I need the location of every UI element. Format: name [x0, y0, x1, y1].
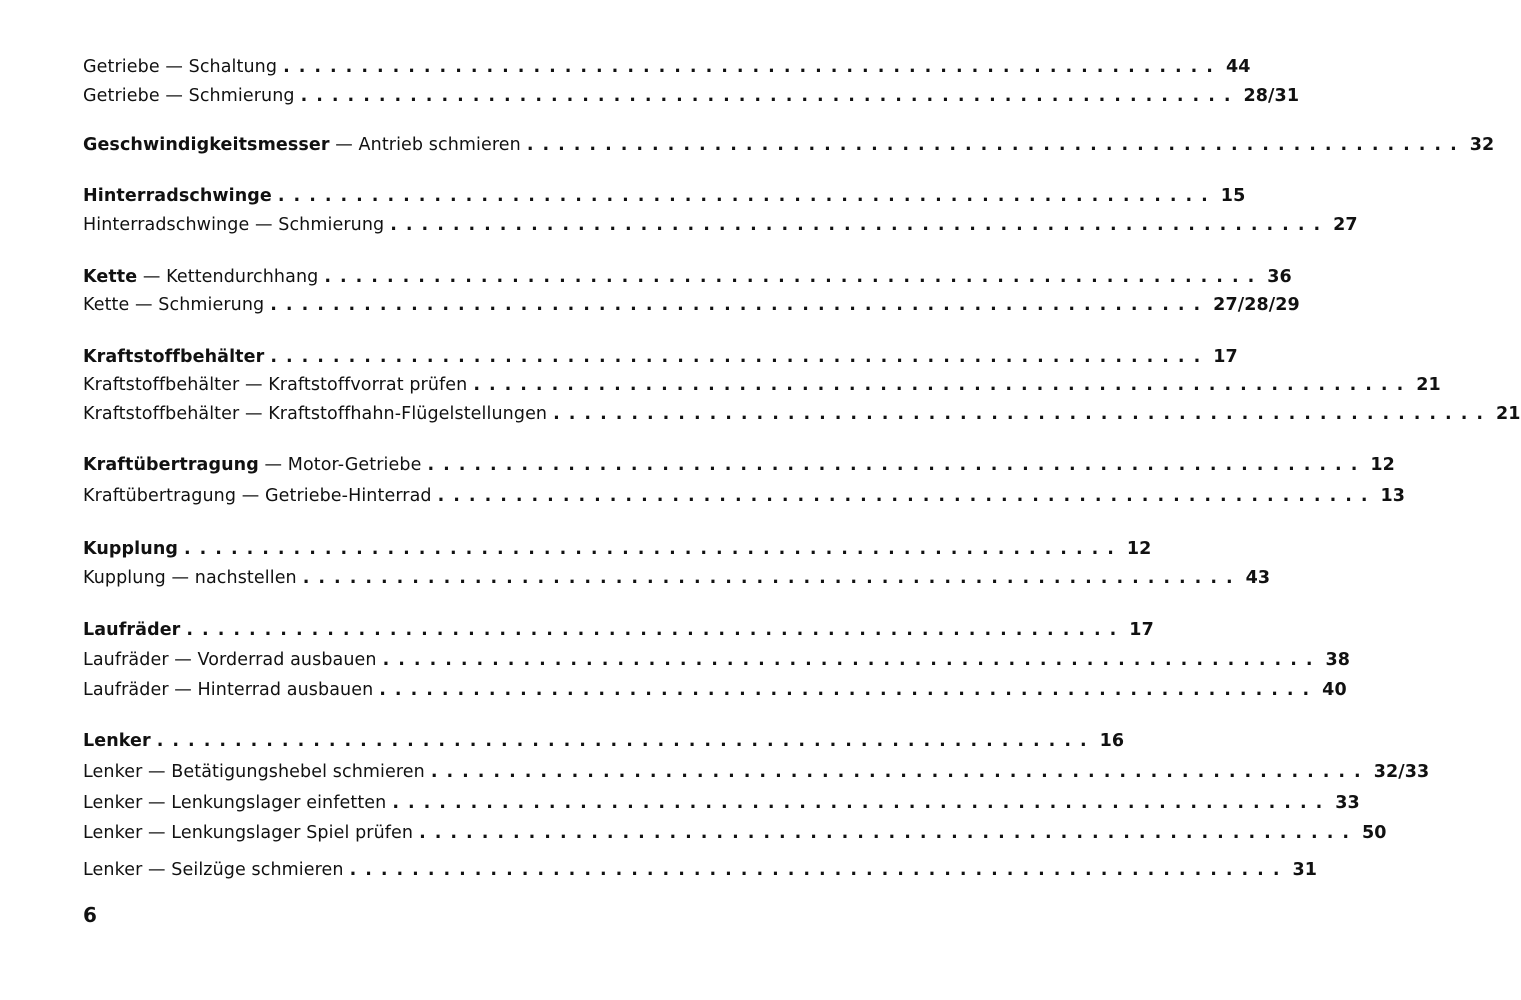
index-entry [83, 132, 1495, 158]
dot-leader: ............................................................ [419, 823, 1358, 843]
index-entry-subtopic: Kraftstoffbehälter — Kraftstoffvorrat prüfen [83, 375, 468, 395]
index-entry-label [83, 132, 521, 158]
index-entry-subtopic: Getriebe — Schaltung [83, 57, 278, 77]
index-entry [83, 565, 1271, 591]
index-entry-subtopic: Laufräder — Hinterrad ausbauen [83, 680, 374, 700]
index-entry-page: 50 [1362, 823, 1387, 843]
index-entry [83, 677, 1347, 703]
dot-leader: ............................................................ [156, 731, 1096, 751]
index-entry-label [83, 452, 421, 478]
index-entry [83, 820, 1387, 846]
index-entry-page: 31 [1292, 860, 1318, 880]
index-entry-page: 13 [1380, 486, 1406, 506]
index-entry-keyword: Kraftübertragung [83, 455, 259, 475]
index-entry-page: 16 [1099, 731, 1125, 751]
dot-leader: ............................................................ [430, 762, 1370, 782]
dot-leader: ............................................................ [390, 215, 1330, 235]
index-entry-label [83, 820, 413, 846]
index-entry-subtopic: Getriebe — Schmierung [83, 86, 295, 106]
dot-leader: ............................................................ [324, 267, 1264, 287]
dot-leader: ............................................................ [302, 568, 1242, 588]
index-entry [83, 857, 1318, 883]
index-entry-subtopic: Lenker — Betätigungshebel schmieren [83, 762, 425, 782]
index-entry-keyword: Kette [83, 267, 138, 287]
dot-leader: ............................................................ [553, 404, 1493, 424]
index-entry-page: 36 [1267, 267, 1292, 287]
index-entry [83, 790, 1360, 816]
index-entry-page: 27 [1333, 215, 1358, 235]
index-entry-label [83, 83, 295, 109]
index-entry-label [83, 857, 344, 883]
index-entry [83, 647, 1351, 673]
dot-leader: ............................................................ [349, 860, 1289, 880]
dot-leader: ............................................................ [270, 347, 1210, 367]
index-entry [83, 452, 1395, 478]
index-entry-label [83, 728, 151, 754]
index-entry-page: 32/33 [1373, 762, 1430, 782]
dot-leader: ............................................................ [392, 793, 1332, 813]
dot-leader: ............................................................ [379, 680, 1319, 700]
index-entry-label [83, 677, 373, 703]
index-entry [83, 183, 1246, 209]
index-entry [83, 759, 1430, 785]
dot-leader: ............................................................ [427, 455, 1367, 475]
dot-leader: ............................................................ [437, 486, 1377, 506]
index-entry-label [83, 292, 264, 318]
dot-leader: ............................................................ [526, 135, 1466, 155]
dot-leader: ............................................................ [382, 650, 1322, 670]
index-entry [83, 344, 1238, 370]
dot-leader: ............................................................ [300, 86, 1240, 106]
index-entry-label [83, 54, 277, 80]
index-entry-subtopic: — Kettendurchhang [137, 267, 319, 287]
index-entry [83, 264, 1292, 290]
index-entry [83, 54, 1251, 80]
index-entry [83, 212, 1358, 238]
index-entry-subtopic: Lenker — Lenkungslager Spiel prüfen [83, 823, 414, 843]
index-entry-label [83, 536, 178, 562]
index-entry [83, 292, 1300, 318]
index-entry-label [83, 565, 297, 591]
index-entry-label [83, 790, 386, 816]
index-entry-page: 33 [1335, 793, 1360, 813]
index-entry [83, 83, 1300, 109]
index-entry-page: 44 [1225, 57, 1251, 77]
index-entry-page: 28/31 [1243, 86, 1300, 106]
index-entry [83, 401, 1521, 427]
index-entry-subtopic: Hinterradschwinge — Schmierung [83, 215, 385, 235]
index-entry-label [83, 372, 467, 398]
index-entry-label [83, 212, 384, 238]
index-entry-subtopic: Kraftstoffbehälter — Kraftstoffhahn-Flügelstellungen [83, 404, 548, 424]
index-entry-subtopic: Lenker — Seilzüge schmieren [83, 860, 344, 880]
index-entry-keyword: Kraftstoffbehälter [83, 347, 265, 367]
index-entry-label [83, 759, 425, 785]
dot-leader: ............................................................ [277, 186, 1217, 206]
index-entry-label [83, 483, 432, 509]
dot-leader: ............................................................ [283, 57, 1222, 77]
index-entry-subtopic: Lenker — Lenkungslager einfetten [83, 793, 387, 813]
index-entry-subtopic: Kupplung — nachstellen [83, 568, 297, 588]
index-entry-label [83, 401, 547, 427]
index-entry-subtopic: Kraftübertragung — Getriebe-Hinterrad [83, 486, 432, 506]
index-entry [83, 483, 1406, 509]
index-entry [83, 536, 1152, 562]
dot-leader: ............................................................ [473, 375, 1413, 395]
index-entry-page: 32 [1469, 135, 1495, 155]
index-entry-keyword: Laufräder [83, 620, 181, 640]
index-entry-page: 12 [1126, 539, 1152, 559]
index-entry-subtopic: Kette — Schmierung [83, 295, 265, 315]
dot-leader: ............................................................ [270, 295, 1210, 315]
index-entry-page: 15 [1220, 186, 1246, 206]
page-number: 6 [83, 903, 97, 927]
index-entry-subtopic: — Antrieb schmieren [329, 135, 521, 155]
index-entry-page: 21 [1496, 404, 1521, 424]
index-entry-subtopic: — Motor-Getriebe [258, 455, 422, 475]
index-entry-keyword: Hinterradschwinge [83, 186, 272, 206]
index-entry-page: 27/28/29 [1213, 295, 1300, 315]
index-entry-page: 21 [1416, 375, 1441, 395]
index-entry-keyword: Lenker [83, 731, 151, 751]
index-entry-keyword: Geschwindigkeitsmesser [83, 135, 330, 155]
dot-leader: ............................................................ [186, 620, 1126, 640]
index-entry-keyword: Kupplung [83, 539, 179, 559]
index-entry-page: 38 [1325, 650, 1351, 670]
index-entry-page: 12 [1370, 455, 1395, 475]
index-entry-label [83, 264, 318, 290]
index-entry [83, 372, 1441, 398]
index-entry-label [83, 183, 272, 209]
index-entry-label [83, 647, 377, 673]
index-entry-page: 43 [1245, 568, 1271, 588]
index-entry-page: 40 [1322, 680, 1347, 700]
index-entry [83, 728, 1125, 754]
index-entry-label [83, 344, 264, 370]
index-entry-page: 17 [1129, 620, 1154, 640]
index-entry-label [83, 617, 180, 643]
index-entry-page: 17 [1213, 347, 1238, 367]
index-entry-subtopic: Laufräder — Vorderrad ausbauen [83, 650, 377, 670]
dot-leader: ............................................................ [184, 539, 1123, 559]
index-entry [83, 617, 1154, 643]
